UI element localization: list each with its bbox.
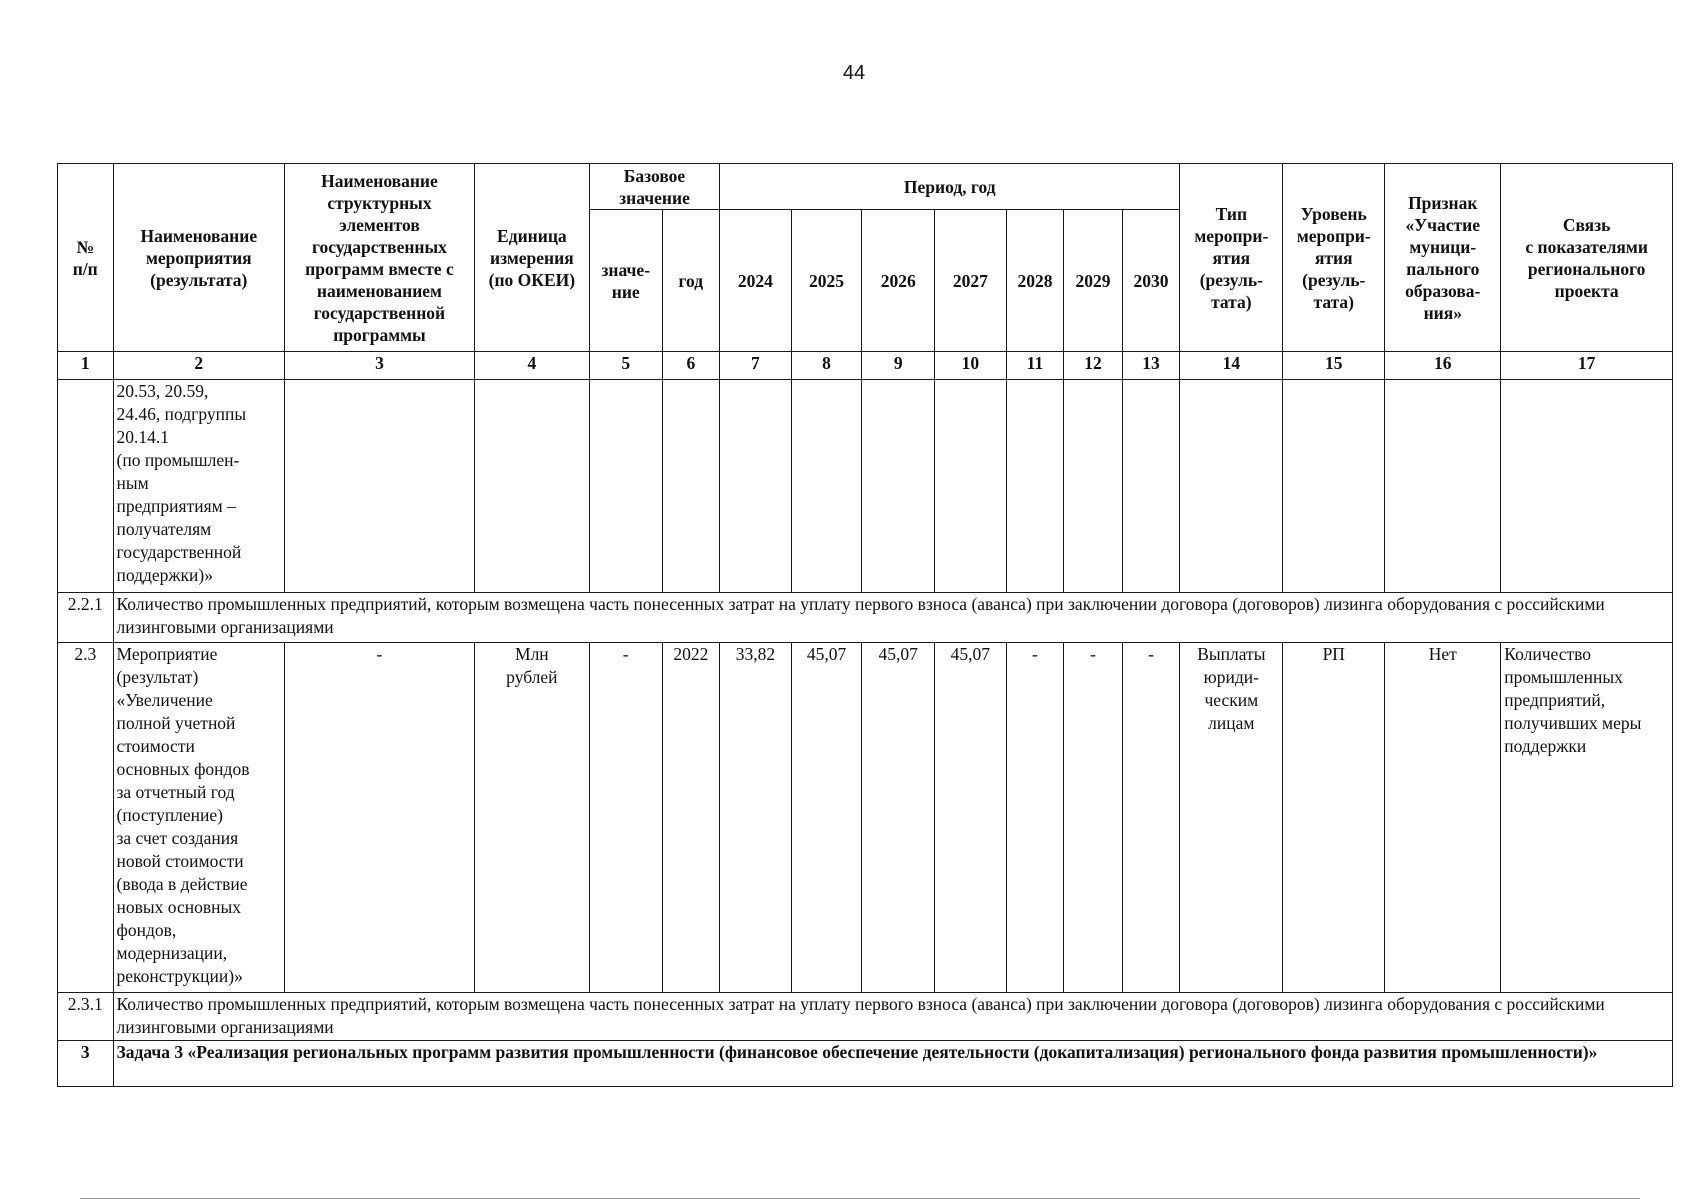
value-2024: 33,82 — [720, 643, 792, 993]
header-year-2025: 2025 — [791, 210, 862, 352]
header-year-2024: 2024 — [720, 210, 792, 352]
row-number: 2.2.1 — [58, 593, 114, 643]
header-base-year: год — [662, 210, 720, 352]
value-2028: - — [1006, 643, 1064, 993]
header-level: Уровень меропри- ятия (резуль- тата) — [1283, 164, 1385, 352]
measure-type: Выплаты юриди- ческим лицам — [1180, 643, 1283, 993]
row-2-3-1 — [58, 993, 1673, 1041]
task-text: Задача 3 «Реализация региональных программ развития промышленности (финансовое обеспечение деятельности (докапитализация) регионального фонда развития промышленности)» — [113, 1041, 1673, 1087]
continuation-name: 20.53, 20.59, 24.46, подгруппы 20.14.1 (по промышлен- ным предприятиям – получателям государственной поддержки)» — [113, 380, 285, 593]
municipal-participation: Нет — [1385, 643, 1501, 993]
page-edge-line — [80, 1198, 1640, 1199]
header-type: Тип меропри- ятия (резуль- тата) — [1180, 164, 1283, 352]
indicator-text: Количество промышленных предприятий, которым возмещена часть понесенных затрат на уплату первого взноса (аванса) при заключении договора (договоров) лизинга оборудования с российскими лизинговыми организациями — [113, 593, 1673, 643]
unit: Млн рублей — [474, 643, 589, 993]
continuation-row — [58, 380, 1673, 593]
header-structural: Наименование структурных элементов государственных программ вместе с наименованием государственной программы — [285, 164, 475, 352]
column-number: 1 — [58, 352, 114, 380]
column-number: 13 — [1122, 352, 1180, 380]
column-number: 11 — [1006, 352, 1064, 380]
header-year-2028: 2028 — [1006, 210, 1064, 352]
column-number: 7 — [720, 352, 792, 380]
column-number-row — [58, 352, 1673, 380]
header-num: № п/п — [58, 164, 114, 352]
value-2030: - — [1122, 643, 1180, 993]
header-base-value: значе- ние — [589, 210, 662, 352]
column-number: 8 — [791, 352, 862, 380]
row-number: 3 — [58, 1041, 114, 1087]
measure-name: Мероприятие (результат) «Увеличение полной учетной стоимости основных фондов за отчетный год (поступление) за счет создания новой стоимости (ввода в действие новых основных фондов, модернизации, реконструкции)» — [113, 643, 285, 993]
value-2027: 45,07 — [935, 643, 1007, 993]
header-link: Связь с показателями регионального проекта — [1501, 164, 1673, 352]
header-unit: Единица измерения (по ОКЕИ) — [474, 164, 589, 352]
column-number: 9 — [862, 352, 935, 380]
measures-table — [57, 163, 1673, 1087]
column-number: 16 — [1385, 352, 1501, 380]
structural-element: - — [285, 643, 475, 993]
column-number: 17 — [1501, 352, 1673, 380]
row-2-2-1 — [58, 593, 1673, 643]
measure-level: РП — [1283, 643, 1385, 993]
page-number: 44 — [842, 62, 866, 84]
row-2-3 — [58, 643, 1673, 993]
header-name: Наименование мероприятия (результата) — [113, 164, 285, 352]
base-value: - — [589, 643, 662, 993]
column-number: 5 — [589, 352, 662, 380]
row-3 — [58, 1041, 1673, 1087]
column-number: 15 — [1283, 352, 1385, 380]
row-number: 2.3 — [58, 643, 114, 993]
column-number: 14 — [1180, 352, 1283, 380]
column-number: 3 — [285, 352, 475, 380]
header-year-2030: 2030 — [1122, 210, 1180, 352]
indicator-text: Количество промышленных предприятий, которым возмещена часть понесенных затрат на уплату первого взноса (аванса) при заключении договора (договоров) лизинга оборудования с российскими лизинговыми организациями — [113, 993, 1673, 1041]
column-number: 2 — [113, 352, 285, 380]
column-number: 12 — [1064, 352, 1123, 380]
column-number: 10 — [935, 352, 1007, 380]
row-number: 2.3.1 — [58, 993, 114, 1041]
header-municipal: Признак «Участие муници- пального образова- ния» — [1385, 164, 1501, 352]
header-year-2027: 2027 — [935, 210, 1007, 352]
header-period: Период, год — [720, 164, 1180, 210]
project-link: Количество промышленных предприятий, получивших меры поддержки — [1501, 643, 1673, 993]
header-row-1 — [58, 164, 1673, 210]
value-2029: - — [1064, 643, 1123, 993]
value-2025: 45,07 — [791, 643, 862, 993]
value-2026: 45,07 — [862, 643, 935, 993]
header-base: Базовое значение — [589, 164, 719, 210]
base-year: 2022 — [662, 643, 720, 993]
column-number: 6 — [662, 352, 720, 380]
header-year-2026: 2026 — [862, 210, 935, 352]
header-year-2029: 2029 — [1064, 210, 1123, 352]
column-number: 4 — [474, 352, 589, 380]
